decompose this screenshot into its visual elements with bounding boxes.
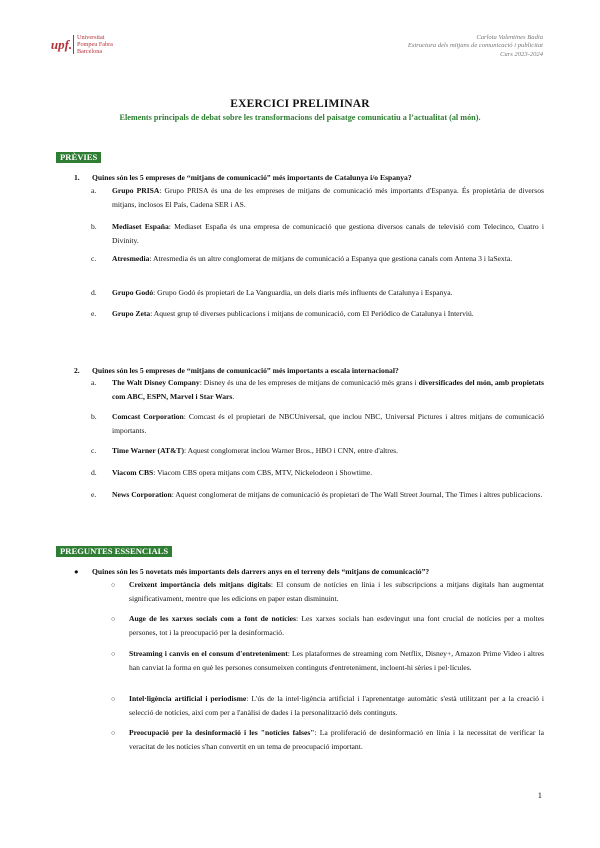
list-item [91,466,544,480]
list-item [111,578,544,607]
question-number: 1. [74,173,80,182]
item-name: Intel·ligència artificial i periodisme [129,694,247,703]
item-letter: e. [91,309,97,318]
item-name: Comcast Corporation [112,412,184,421]
item-text: : Comcast és el propietari de NBCUniversal, que inclou NBC, Universal Pictures i altres mitjans de comunicació importants. [112,412,545,436]
question-3 [74,567,429,576]
item-tail: . [232,392,235,402]
item-letter: d. [91,288,97,297]
circle-bullet-icon: ○ [111,729,116,737]
item-text: : Grupo PRISA és una de les empreses de mitjans de comunicació més importants d'Espanya. És propietària de diversos mitjans, inclosos El País, Cadena SER i AS. [112,186,544,210]
header-info [408,34,543,59]
item-name: Grupo PRISA [112,186,160,195]
item-letter: e. [91,490,97,499]
logo-text [77,34,113,55]
course-year: Curs 2023-2024 [499,50,543,58]
list-item [91,286,544,300]
list-item [91,220,544,249]
question-1 [74,173,412,182]
logo-mark: upf. [52,35,74,54]
item-text: : La proliferació de desinformació en línia i la necessitat de verificar la veracitat de les notícies s'han convertit en un tema de preocupació important. [129,728,545,752]
item-text: : Grupo Godó és propietari de La Vanguardia, un dels diaris més influents de Catalunya i Espanya. [153,288,453,297]
list-item [91,376,544,405]
item-text: : L'ús de la intel·ligència artificial i l'aprenentatge automàtic s'està utilitzant per a la creació i selecció de notícies, així com per a l'anàlisi de dades i la personalització dels continguts. [129,694,544,718]
circle-bullet-icon: ○ [111,615,116,623]
item-text: : Atresmedia és un altre conglomerat de mitjans de comunicació a Espanya que gestiona canals com Antena 3 i laSexta. [149,254,513,263]
circle-bullet-icon: ○ [111,650,116,658]
item-letter: b. [91,222,97,231]
circle-bullet-icon: ○ [111,581,116,589]
list-item [91,444,544,458]
item-text: : Les xarxes socials han esdevingut una font crucial de notícies per a moltes persones, tot i la preocupació per la desinformació. [129,614,544,638]
item-text: : Aquest conglomerat de mitjans de comunicació és propietari de The Wall Street Journal, The Times i altres publicacions. [171,490,543,499]
item-name: Time Warner (AT&T) [112,446,184,455]
item-text: : Aquest grup té diverses publicacions i mitjans de comunicació, com El Periódico de Catalunya i Interviú. [150,309,474,318]
item-text: : Mediaset España és una empresa de comunicació que gestiona diversos canals de televisió com Telecinco, Cuatro i Divinity. [112,222,544,246]
item-name: Streaming i canvis en el consum d'entreteniment [129,649,288,658]
item-name: Grupo Godó [112,288,154,297]
item-text: : Disney és una de les empreses de mitjans de comunicació més grans i [199,378,419,387]
list-item [91,410,545,439]
item-letter: c. [91,254,97,263]
question-text: Quines són les 5 empreses de “mitjans de comunicació” més importants a escala internacional? [92,366,399,375]
list-item [91,307,544,321]
item-name: Atresmedia [112,254,150,263]
page-title: EXERCICI PRELIMINAR [230,98,370,110]
course-name: Estructura dels mitjans de comunicació i publicitat [407,42,543,50]
section-label-previes: PRÈVIES [56,152,101,163]
list-item [91,488,544,502]
item-name: Creixent importància dels mitjans digitals [129,580,271,589]
item-text: : Aquest conglomerat inclou Warner Bros., HBO i CNN, entre d'altres. [184,446,399,455]
item-letter: a. [91,378,97,387]
item-text: : El consum de notícies en línia i les subscripcions a mitjans digitals han augmentat significativament, mentre que les edicions en paper estan disminuint. [129,580,544,604]
item-name: News Corporation [112,490,172,499]
item-name: Grupo Zeta [112,309,151,318]
list-item [91,184,544,213]
page-number: 1 [537,790,542,800]
item-letter: c. [91,446,97,455]
question-text: Quines són les 5 novetats més importants dels darrers anys en el terreny dels “mitjans de comunicació”? [92,567,430,576]
question-number: 2. [74,366,80,375]
item-bold-tail: diversificades del món, amb propietats com ABC, ESPN, Marvel i Star Wars [112,378,544,402]
item-letter: d. [91,468,97,477]
item-text: : Les plataformes de streaming com Netflix, Disney+, Amazon Prime Video i altres han canviat la forma en què les persones consumeixen continguts d'entreteniment, incloent-hi sèries i pel·lícules. [129,649,544,673]
university-logo [52,34,113,55]
section-label-preguntes: PREGUNTES ESSENCIALS [56,546,172,557]
item-name: Auge de les xarxes socials com a font de notícies [129,614,297,623]
logo-line: Pompeu Fabra [77,41,113,48]
question-2 [74,366,399,375]
item-name: The Walt Disney Company [112,378,200,387]
page-subtitle: Elements principals de debat sobre les transformacions del paisatge comunicatiu a l’actualitat (al món). [119,113,481,122]
logo-line: Universitat [77,34,105,41]
question-text: Quines són les 5 empreses de “mitjans de comunicació” més importants de Catalunya i/o Espanya? [92,173,412,182]
bullet-icon: ● [74,567,79,576]
item-letter: b. [91,412,97,421]
item-name: Preocupació per la desinformació i les "notícies falses" [129,728,315,737]
list-item [111,612,544,641]
list-item [91,252,544,266]
logo-line: Barcelona [77,48,103,55]
item-text: : Viacom CBS opera mitjans com CBS, MTV, Nickelodeon i Showtime. [153,468,373,477]
list-item [111,647,544,676]
circle-bullet-icon: ○ [111,695,116,703]
list-item [111,726,545,755]
item-letter: a. [91,186,97,195]
list-item [111,692,544,721]
author-name: Carlota Valentines Badia [476,34,543,41]
item-name: Viacom CBS [112,468,154,477]
item-name: Mediaset España [112,222,169,231]
